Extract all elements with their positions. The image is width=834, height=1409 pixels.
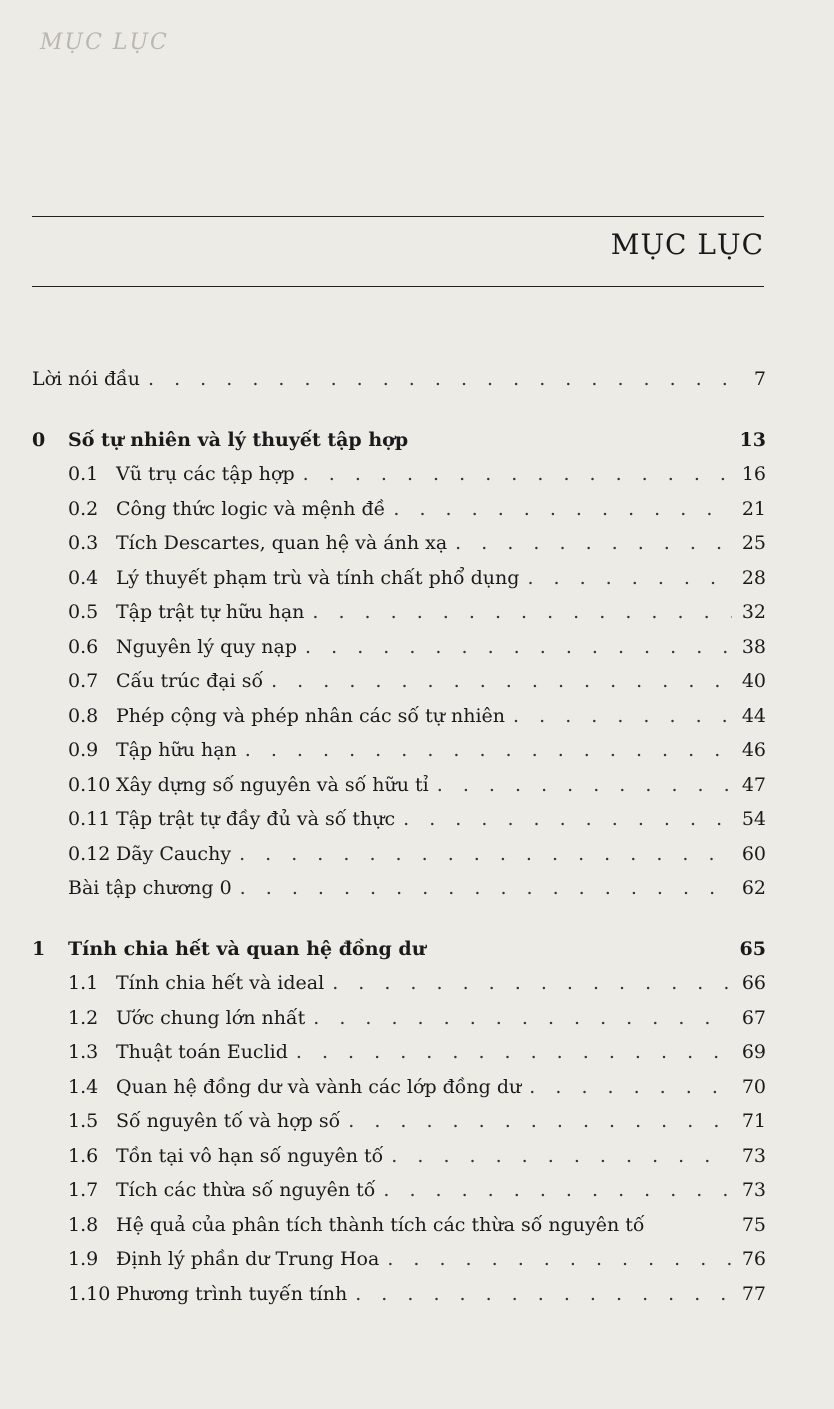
section-title: Quan hệ đồng dư và vành các lớp đồng dư (116, 1075, 522, 1098)
leader-dots (355, 1283, 732, 1305)
section-number: 0.2 (68, 497, 99, 520)
toc-section[interactable] (32, 1179, 766, 1214)
section-number: 0.1 (68, 463, 99, 485)
section-page: 54 (741, 808, 766, 830)
chapter-number: 0 (32, 428, 46, 451)
leader-dots (312, 601, 732, 623)
section-title: Tập trật tự đầy đủ và số thực (116, 808, 396, 830)
leader-dots (455, 532, 732, 554)
toc-section[interactable] (32, 1283, 766, 1318)
section-number: 1.5 (68, 1110, 99, 1132)
section-title: Lý thuyết phạm trù và tính chất phổ dụng (116, 566, 520, 589)
toc-section[interactable] (32, 1248, 766, 1283)
toc-section[interactable] (32, 808, 766, 843)
toc-section[interactable] (32, 1145, 766, 1180)
section-page: 46 (741, 739, 766, 761)
chapter-title: Số tự nhiên và lý thuyết tập hợp (68, 428, 409, 451)
section-number: 1.6 (68, 1144, 99, 1167)
leader-dots (393, 498, 732, 520)
toc-chapter[interactable] (32, 938, 766, 973)
section-title: Vũ trụ các tập hợp (116, 463, 295, 485)
leader-dots (313, 1007, 732, 1029)
section-page: 32 (741, 601, 766, 623)
bleed-through-text: MỤC LỤC (40, 30, 169, 55)
section-page: 71 (741, 1110, 766, 1132)
section-number: 0.4 (68, 566, 99, 589)
section-number: 1.4 (68, 1075, 99, 1098)
leader-dots (303, 463, 732, 485)
toc-section[interactable] (32, 972, 766, 1007)
section-number: 1.10 (68, 1282, 111, 1305)
section-title: Thuật toán Euclid (116, 1041, 288, 1063)
leader-dots (437, 774, 732, 796)
section-number: 1.9 (68, 1248, 99, 1270)
section-number: 1.7 (68, 1179, 99, 1201)
section-title: Tích Descartes, quan hệ và ánh xạ (116, 532, 448, 554)
section-page: 21 (741, 497, 766, 520)
chapter-page: 65 (739, 937, 766, 960)
section-title: Cấu trúc đại số (116, 670, 264, 692)
toc-exercises[interactable] (32, 877, 766, 912)
section-number: 1.2 (68, 1006, 99, 1029)
toc-section[interactable] (32, 601, 766, 636)
section-page: 16 (741, 463, 766, 485)
leader-dots (271, 670, 732, 692)
section-page: 77 (741, 1282, 766, 1305)
section-page: 40 (741, 670, 766, 692)
leader-dots (348, 1110, 732, 1132)
leader-dots (391, 1145, 732, 1167)
section-number: 0.5 (68, 601, 99, 623)
leader-dots (387, 1248, 732, 1270)
section-title: Dãy Cauchy (116, 842, 232, 865)
section-number: 1.8 (68, 1213, 99, 1236)
section-number: 0.8 (68, 704, 99, 727)
section-title: Nguyên lý quy nạp (116, 635, 298, 658)
leader-dots (240, 877, 732, 899)
chapter-title: Tính chia hết và quan hệ đồng dư (68, 937, 426, 960)
section-page: 60 (741, 842, 766, 865)
section-page: 47 (741, 773, 766, 796)
toc-section[interactable] (32, 1041, 766, 1076)
exercises-title: Bài tập chương 0 (68, 877, 232, 899)
section-number: 0.10 (68, 773, 111, 796)
section-page: 28 (741, 566, 766, 589)
section-page: 73 (741, 1144, 766, 1167)
section-title: Ước chung lớn nhất (116, 1006, 306, 1029)
leader-dots (148, 368, 732, 390)
section-title: Công thức logic và mệnh đề (116, 497, 386, 520)
section-number: 0.3 (68, 532, 99, 554)
toc-section[interactable] (32, 498, 766, 533)
toc-preface-page: 7 (753, 368, 766, 390)
section-number: 1.1 (68, 972, 99, 994)
section-page: 44 (741, 704, 766, 727)
toc-section[interactable] (32, 1214, 766, 1249)
section-title: Phép cộng và phép nhân các số tự nhiên (116, 704, 506, 727)
leader-dots (296, 1041, 732, 1063)
toc-section[interactable] (32, 670, 766, 705)
leader-dots (383, 1179, 732, 1201)
section-title: Phương trình tuyến tính (116, 1282, 348, 1305)
toc-chapter[interactable] (32, 429, 766, 464)
leader-dots (305, 636, 732, 658)
section-title: Số nguyên tố và hợp số (116, 1110, 341, 1132)
section-page: 38 (741, 635, 766, 658)
section-number: 0.11 (68, 808, 111, 830)
section-page: 76 (741, 1248, 766, 1270)
leader-dots (529, 1076, 732, 1098)
section-page: 73 (741, 1179, 766, 1201)
top-rule (32, 216, 764, 217)
section-title: Hệ quả của phân tích thành tích các thừa số nguyên tố (116, 1213, 645, 1236)
toc-section[interactable] (32, 1076, 766, 1111)
toc-section[interactable] (32, 1007, 766, 1042)
section-title: Định lý phần dư Trung Hoa (116, 1248, 380, 1270)
title-rule (32, 286, 764, 287)
toc-section[interactable] (32, 463, 766, 498)
toc-section[interactable] (32, 1110, 766, 1145)
section-title: Tích các thừa số nguyên tố (116, 1179, 376, 1201)
leader-dots (513, 705, 732, 727)
section-title: Tập trật tự hữu hạn (116, 601, 305, 623)
leader-dots (527, 567, 732, 589)
section-title: Tập hữu hạn (116, 739, 237, 761)
section-page: 69 (741, 1041, 766, 1063)
leader-dots (239, 843, 732, 865)
toc-section[interactable] (32, 843, 766, 878)
section-page: 66 (741, 972, 766, 994)
section-page: 67 (741, 1006, 766, 1029)
exercises-page: 62 (741, 877, 766, 899)
toc-preface[interactable] (32, 368, 766, 403)
section-title: Xây dựng số nguyên và số hữu tỉ (116, 773, 429, 796)
section-page: 25 (741, 532, 766, 554)
section-number: 0.12 (68, 842, 111, 865)
section-number: 1.3 (68, 1041, 99, 1063)
section-number: 0.6 (68, 635, 99, 658)
leader-dots (403, 808, 732, 830)
table-of-contents (32, 368, 766, 1317)
toc-section[interactable] (32, 739, 766, 774)
section-title: Tồn tại vô hạn số nguyên tố (116, 1144, 384, 1167)
leader-dots (332, 972, 732, 994)
toc-section[interactable] (32, 705, 766, 740)
section-page: 75 (741, 1213, 766, 1236)
toc-preface-title: Lời nói đầu (32, 368, 141, 390)
toc-section[interactable] (32, 774, 766, 809)
toc-section[interactable] (32, 532, 766, 567)
toc-section[interactable] (32, 636, 766, 671)
leader-dots (245, 739, 732, 761)
chapter-page: 13 (739, 428, 766, 451)
chapter-number: 1 (32, 937, 46, 960)
section-number: 0.7 (68, 670, 99, 692)
page-title: MỤC LỤC (610, 228, 764, 261)
section-number: 0.9 (68, 739, 99, 761)
section-title: Tính chia hết và ideal (116, 972, 325, 994)
toc-section[interactable] (32, 567, 766, 602)
section-page: 70 (741, 1075, 766, 1098)
